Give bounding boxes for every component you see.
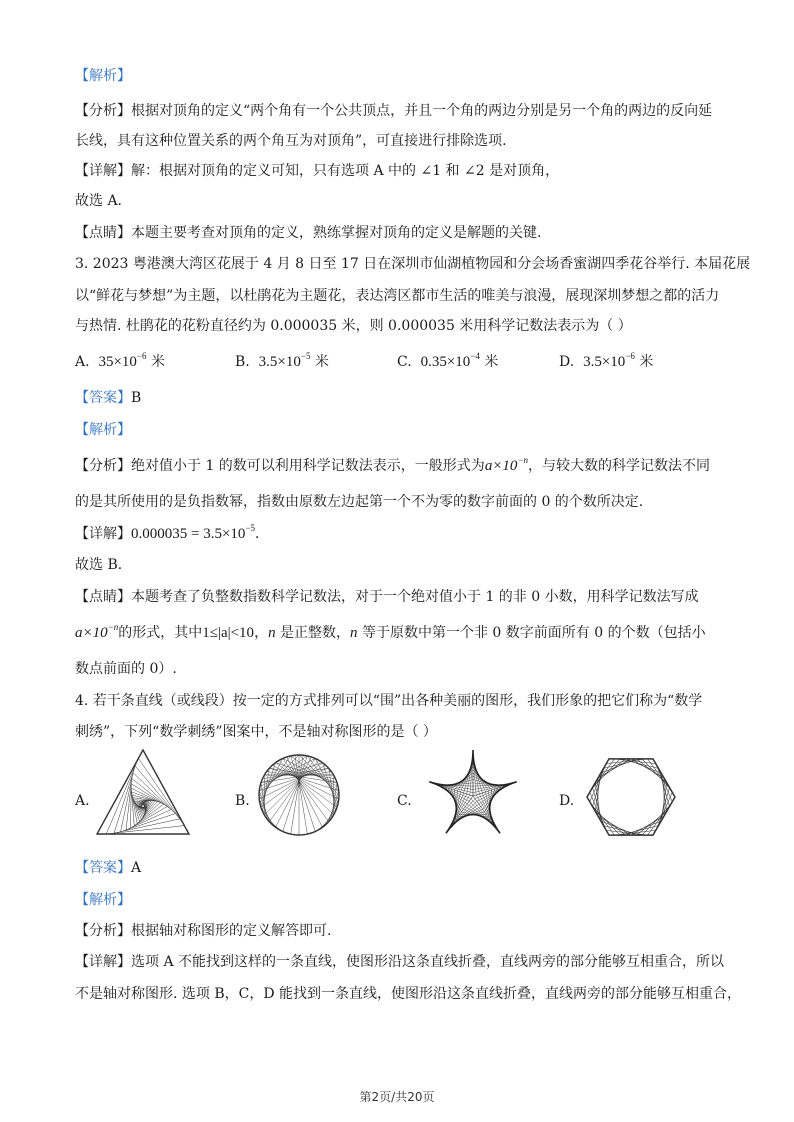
highlight-condition: 1≤|a|<10 bbox=[202, 625, 255, 641]
option-unit: 米 bbox=[484, 354, 499, 370]
q4-stem-line-2: 刺绣”，下列“数学刺绣”图案中，不是轴对称图形的是（ ） bbox=[75, 724, 437, 740]
detail-tag: 【详解】 bbox=[75, 526, 131, 542]
q4-analysis-line bbox=[75, 921, 331, 941]
page-footer: 第2页/共20页 bbox=[359, 1090, 435, 1104]
highlight-text: 本题主要考查对顶角的定义，熟练掌握对顶角的定义是解题的关键. bbox=[131, 225, 542, 241]
detail-tag: 【详解】 bbox=[75, 163, 131, 179]
detail-text: 解：根据对顶角的定义可知，只有选项 A 中的 ∠1 和 ∠2 是对顶角， bbox=[131, 163, 560, 179]
q3-stem-line-1: 3. 2023 粤港澳大湾区花展于 4 月 8 日至 17 日在深圳市仙湖植物园和分会场香蜜湖四季花谷举行. 本届花展 bbox=[75, 256, 751, 272]
analysis-tag: 【分析】 bbox=[75, 923, 131, 939]
answer-value: A bbox=[131, 860, 142, 876]
analysis-text: 根据轴对称图形的定义解答即可. bbox=[131, 923, 332, 939]
q4-option-b-label: B. bbox=[235, 793, 250, 809]
q4-figure-a-twisted-triangle bbox=[95, 748, 191, 838]
q4-answer-line bbox=[75, 858, 141, 878]
q3-stem-line-2: 以“鲜花与梦想”为主题，以杜鹃花为主题花，表达湾区都市生活的唯美与浪漫，展现深圳梦想之都的活力 bbox=[75, 288, 720, 304]
q3-analysis-line-2: 的是其所使用的是负指数幂，指数由原数左边起第一个不为零的数字前面的 0 的个数所决定. bbox=[75, 494, 644, 510]
choose-line: 故选 A． bbox=[75, 193, 132, 209]
highlight-tag: 【点睛】 bbox=[75, 589, 131, 605]
highlight-tag: 【点睛】 bbox=[75, 225, 131, 241]
q3-detail-line: 【详解】$0.000035 = 3.5\times 10^{-5}$． bbox=[75, 523, 269, 542]
q4-stem-line-1: 4. 若干条直线（或线段）按一定的方式排列可以“围”出各种美丽的图形，我们形象的把它们称为“数学 bbox=[75, 693, 703, 709]
q4-option-d-label: D. bbox=[559, 793, 575, 809]
q4-figure-b-circle-cardioid bbox=[256, 752, 342, 838]
detail-math: $0.000035 = 3.5\times 10^{-5}$ bbox=[131, 523, 255, 542]
highlight-line bbox=[75, 223, 541, 243]
analysis-tag: 【分析】 bbox=[75, 458, 131, 474]
option-unit: 米 bbox=[314, 354, 329, 370]
q3-answer-line bbox=[75, 388, 141, 408]
q3-highlight-line-3: 数点前面的 0）. bbox=[75, 661, 177, 677]
q3-option-c bbox=[397, 352, 498, 372]
answer-tag: 【答案】 bbox=[75, 390, 131, 406]
analysis-line-1 bbox=[75, 101, 712, 121]
option-unit: 米 bbox=[639, 354, 654, 370]
option-math: $3.5\times 10^{-6}$ bbox=[583, 351, 635, 370]
analysis-text-end: ，与较大数的科学记数法不同 bbox=[528, 458, 711, 474]
q4-jiexi-label: 【解析】 bbox=[75, 892, 131, 908]
q4-figure-d-hexagon bbox=[583, 752, 679, 842]
analysis-text: 根据对顶角的定义“两个角有一个公共顶点，并且一个角的两边分别是另一个角的两边的反向延 bbox=[131, 103, 713, 119]
option-label: C. bbox=[397, 354, 412, 370]
q4-option-a-label: A. bbox=[75, 793, 90, 809]
q4-figure-c-concave-star bbox=[423, 748, 523, 840]
q3-choose-line: 故选 B． bbox=[75, 557, 132, 573]
q3-stem-line-3: 与热情. 杜鹃花的花粉直径约为 0.000035 米，则 0.000035 米用科学记数法表示为（ ） bbox=[75, 318, 632, 334]
option-label: D. bbox=[559, 354, 575, 370]
q3-highlight-line-1 bbox=[75, 587, 699, 607]
analysis-math: $a\times 10^{-n}$ bbox=[484, 455, 529, 474]
q4-detail-line-1 bbox=[75, 952, 724, 972]
option-unit: 米 bbox=[150, 354, 165, 370]
q4-option-c-label: C. bbox=[397, 793, 412, 809]
q3-option-b bbox=[235, 352, 329, 372]
option-math: $0.35\times 10^{-4}$ bbox=[420, 351, 480, 370]
option-math: $3.5\times 10^{-5}$ bbox=[258, 351, 311, 370]
highlight-math: $a\times 10^{-n}$ bbox=[75, 622, 119, 641]
highlight-text: 本题考查了负整数指数科学记数法，对于一个绝对值小于 1 的非 0 小数，用科学记数法写成 bbox=[131, 589, 699, 605]
q3-highlight-line-2: $a\times 10^{-n}$的形式，其中1≤|a|<10，n 是正整数，n 等于原数中第一个非 0 数字前面所有 0 的个数（包括小 bbox=[75, 622, 706, 641]
jiexi-label-1: 【解析】 bbox=[75, 68, 131, 84]
analysis-tag: 【分析】 bbox=[75, 103, 131, 119]
option-label: A. bbox=[75, 354, 90, 370]
q3-analysis-line-1 bbox=[75, 456, 710, 476]
analysis-line-2: 长线，具有这种位置关系的两个角互为对顶角”，可直接进行排除选项. bbox=[75, 133, 507, 149]
q3-jiexi-label: 【解析】 bbox=[75, 422, 131, 438]
q3-option-d bbox=[559, 352, 653, 372]
q4-detail-line-2: 不是轴对称图形. 选项 B，C，D 能找到一条直线，使图形沿这条直线折叠，直线两旁的部分能够互相重合， bbox=[75, 986, 742, 1002]
answer-value: B bbox=[131, 390, 142, 406]
detail-tag: 【详解】 bbox=[75, 954, 131, 970]
q3-option-a bbox=[75, 352, 165, 372]
option-label: B. bbox=[235, 354, 250, 370]
answer-tag: 【答案】 bbox=[75, 860, 131, 876]
analysis-text: 绝对值小于 1 的数可以利用科学记数法表示，一般形式为 bbox=[131, 458, 485, 474]
detail-text: 选项 A 不能找到这样的一条直线，使图形沿这条直线折叠，直线两旁的部分能够互相重合，所以 bbox=[131, 954, 725, 970]
detail-line bbox=[75, 161, 559, 181]
option-math: $35\times 10^{-6}$ bbox=[98, 351, 147, 370]
